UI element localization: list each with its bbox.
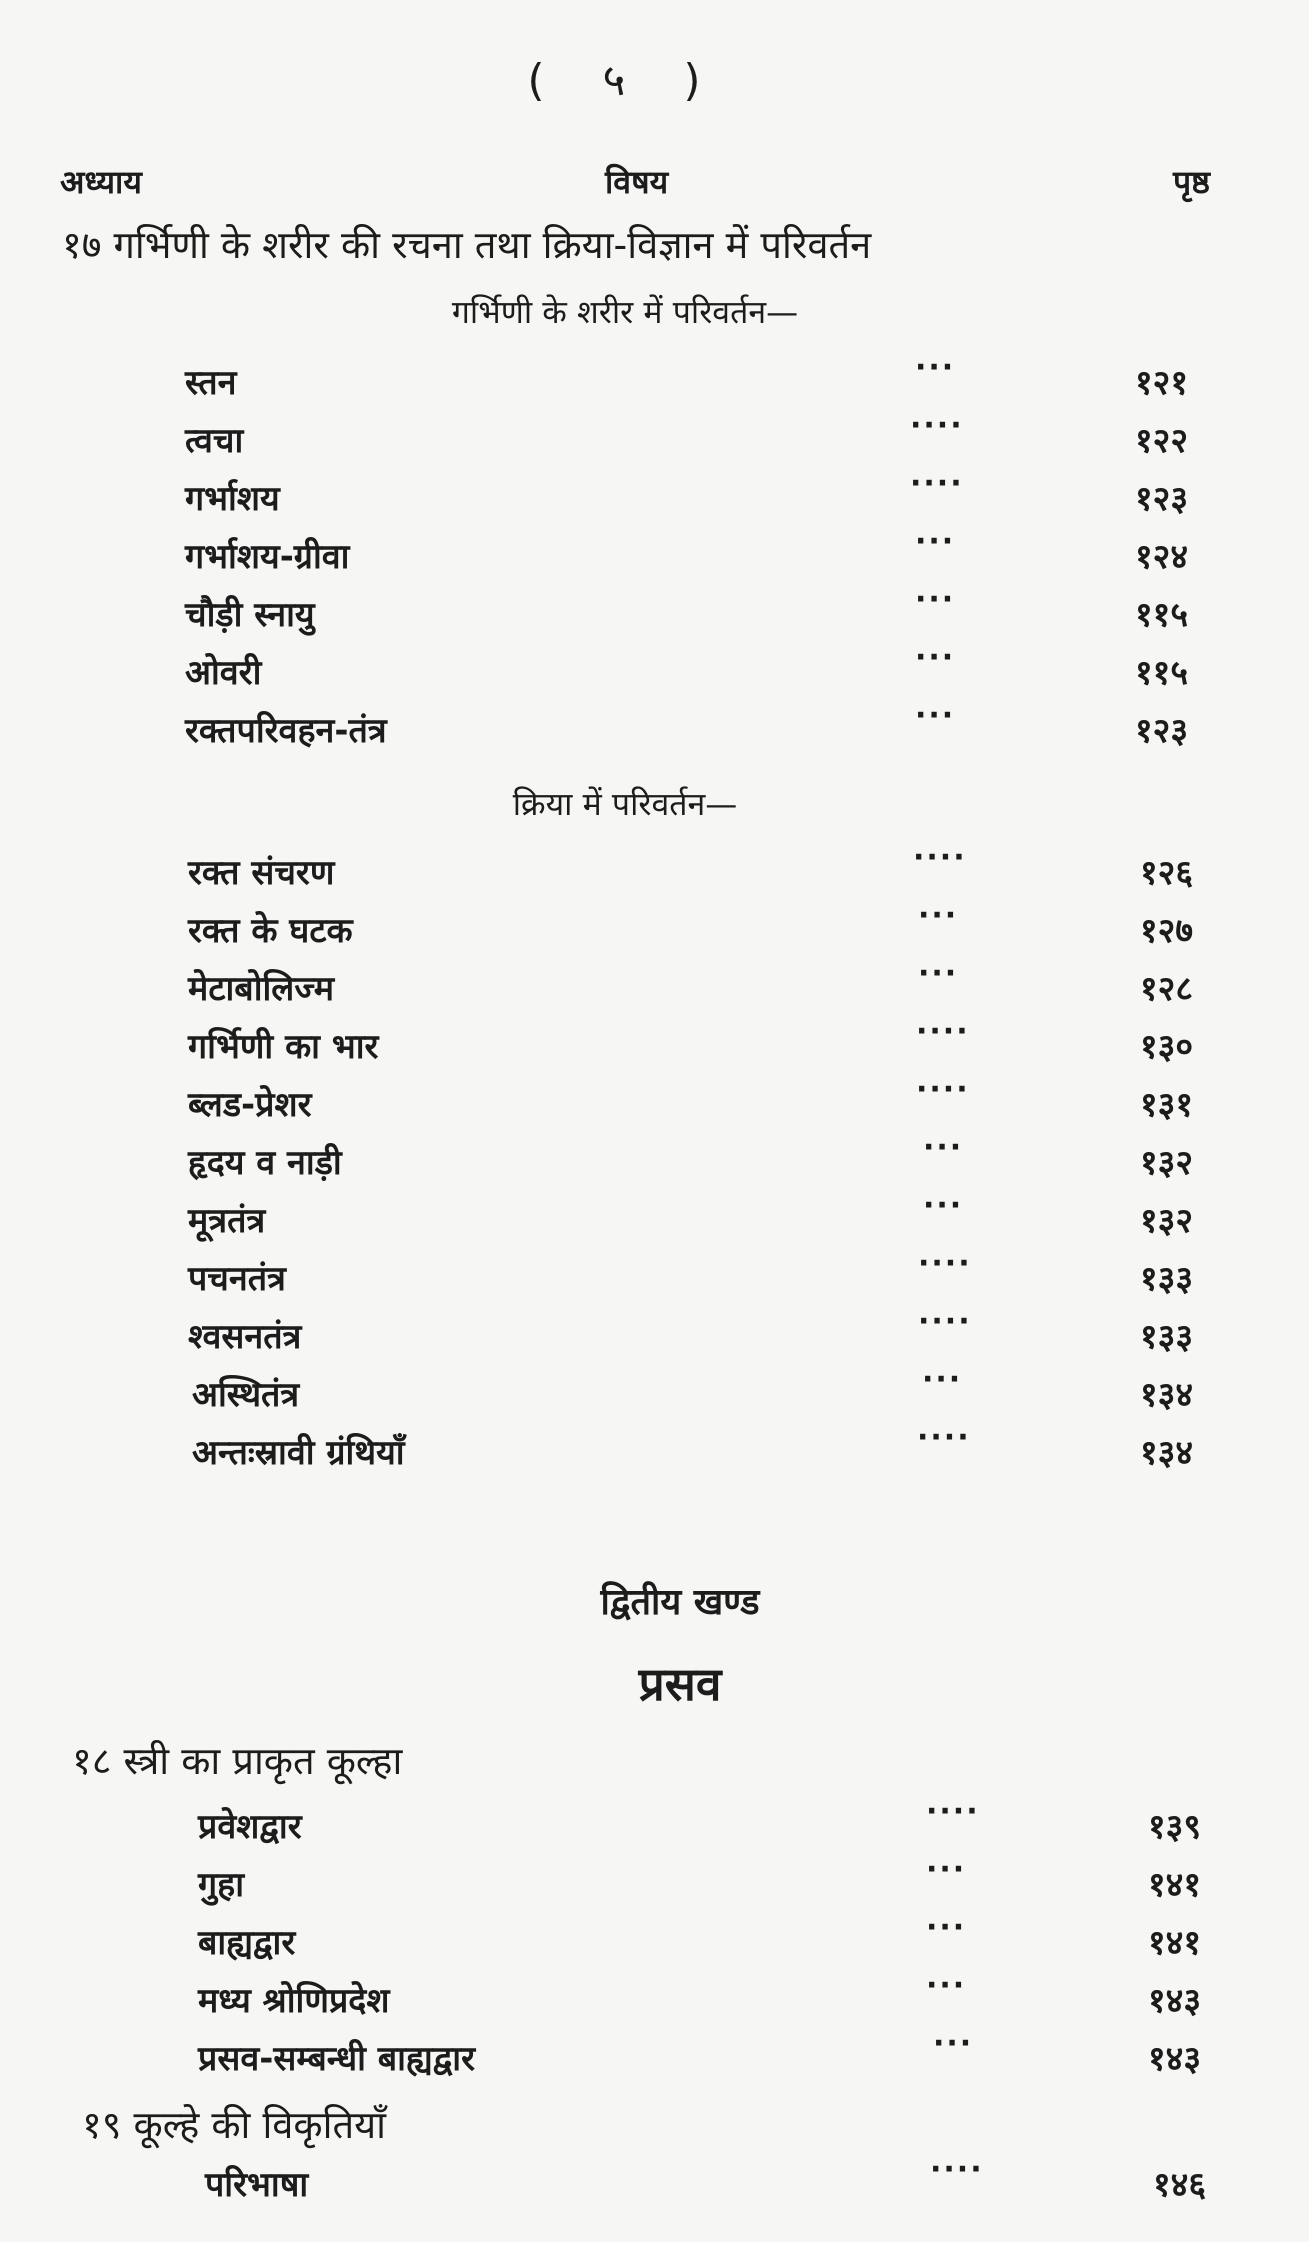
chapter-number: १८ (72, 1739, 112, 1783)
entry-label: गुहा (198, 1865, 245, 1905)
entry-page: १४६ (1153, 2165, 1207, 2205)
entry-page: १२६ (1140, 853, 1194, 893)
entry-label: मेटाबोलिज्म (188, 969, 335, 1009)
chapter-heading-18 (72, 1734, 402, 1786)
entry-label: प्रवेशद्वार (198, 1807, 302, 1847)
leader-dots: ···· (910, 466, 964, 501)
entry-label: अन्तःस्रावी ग्रंथियाँ (192, 1433, 405, 1473)
leader-dots: ··· (915, 582, 956, 617)
leader-dots: ··· (915, 350, 956, 385)
column-header-subject: विषय (605, 163, 669, 201)
entry-page: १४१ (1148, 1923, 1202, 1963)
entry-page: १३३ (1140, 1259, 1194, 1299)
entry-page: १३९ (1148, 1807, 1202, 1847)
leader-dots: ···· (930, 2152, 984, 2187)
chapter-title: गर्भिणी के शरीर की रचना तथा क्रिया-विज्ञान में परिवर्तन (113, 223, 872, 267)
entry-page: १२१ (1135, 363, 1189, 403)
leader-dots: ···· (917, 1420, 971, 1455)
entry-label: बाह्यद्वार (198, 1923, 296, 1963)
entry-page: १४१ (1148, 1865, 1202, 1905)
entry-page: १३३ (1140, 1317, 1194, 1357)
column-headers (60, 160, 1210, 200)
leader-dots: ··· (933, 2026, 974, 2061)
entry-label: स्तन (185, 363, 237, 403)
entry-label: परिभाषा (205, 2165, 309, 2205)
chapter-heading-19 (82, 2098, 386, 2150)
chapter-number: १७ (62, 223, 102, 267)
subheading-body-changes: गर्भिणी के शरीर में परिवर्तन— (451, 293, 799, 331)
entry-page: १३४ (1140, 1433, 1194, 1473)
section-subtitle: प्रसव (638, 1657, 722, 1711)
entry-page: ११५ (1135, 653, 1189, 693)
leader-dots: ··· (915, 698, 956, 733)
leader-dots: ··· (915, 524, 956, 559)
entry-label: श्वसनतंत्र (188, 1317, 302, 1357)
leader-dots: ··· (926, 1968, 967, 2003)
entry-page: १२२ (1135, 421, 1189, 461)
entry-label: मूत्रतंत्र (188, 1201, 266, 1241)
chapter-heading-17 (62, 218, 871, 270)
entry-page: १३४ (1140, 1375, 1194, 1415)
entry-label: हृदय व नाड़ी (188, 1143, 342, 1183)
entry-label: पचनतंत्र (188, 1259, 286, 1299)
entry-page: १२४ (1135, 537, 1189, 577)
column-header-chapter: अध्याय (60, 163, 142, 201)
entry-label: गर्भाशय (185, 479, 280, 519)
leader-dots: ··· (922, 1362, 963, 1397)
page-number: ( ५ ) (527, 55, 723, 106)
entry-page: १३२ (1140, 1143, 1194, 1183)
entry-page: १४३ (1148, 1981, 1202, 2021)
entry-page: १२७ (1140, 911, 1194, 951)
entry-page: १४३ (1148, 2039, 1202, 2079)
entry-label: ब्लड-प्रेशर (188, 1085, 312, 1125)
entry-label: प्रसव-सम्बन्धी बाह्यद्वार (198, 2039, 476, 2079)
section-title: द्वितीय खण्ड (600, 1582, 760, 1623)
entry-label: रक्त संचरण (188, 853, 335, 893)
chapter-title: स्त्री का प्राकृत कूल्हा (123, 1739, 403, 1783)
chapter-title: कूल्हे की विकृतियाँ (133, 2103, 386, 2147)
entry-label: चौड़ी स्नायु (185, 595, 315, 635)
entry-label: अस्थितंत्र (192, 1375, 300, 1415)
subheading-function-changes: क्रिया में परिवर्तन— (512, 785, 738, 823)
entry-label: मध्य श्रोणिप्रदेश (198, 1981, 390, 2021)
leader-dots: ···· (918, 1304, 972, 1339)
entry-label: त्वचा (185, 421, 244, 461)
leader-dots: ···· (913, 840, 967, 875)
entry-page: १२३ (1135, 711, 1189, 751)
leader-dots: ···· (916, 1014, 970, 1049)
leader-dots: ···· (916, 1072, 970, 1107)
leader-dots: ··· (926, 1910, 967, 1945)
chapter-number: १९ (82, 2103, 122, 2147)
leader-dots: ··· (923, 1130, 964, 1165)
entry-page: १३० (1140, 1027, 1194, 1067)
entry-label: रक्त के घटक (188, 911, 353, 951)
column-header-page: पृष्ठ (1172, 163, 1210, 201)
entry-page: १३१ (1140, 1085, 1194, 1125)
leader-dots: ···· (926, 1794, 980, 1829)
leader-dots: ··· (918, 898, 959, 933)
entry-label: गर्भाशय-ग्रीवा (185, 537, 350, 577)
entry-label: ओवरी (185, 653, 262, 693)
leader-dots: ···· (918, 1246, 972, 1281)
entry-label: गर्भिणी का भार (188, 1027, 379, 1067)
leader-dots: ··· (923, 1188, 964, 1223)
entry-page: १३२ (1140, 1201, 1194, 1241)
leader-dots: ···· (910, 408, 964, 443)
entry-page: १२८ (1140, 969, 1194, 1009)
leader-dots: ··· (926, 1852, 967, 1887)
entry-page: १२३ (1135, 479, 1189, 519)
leader-dots: ··· (918, 956, 959, 991)
leader-dots: ··· (915, 640, 956, 675)
entry-page: ११५ (1135, 595, 1189, 635)
entry-label: रक्तपरिवहन-तंत्र (185, 711, 387, 751)
